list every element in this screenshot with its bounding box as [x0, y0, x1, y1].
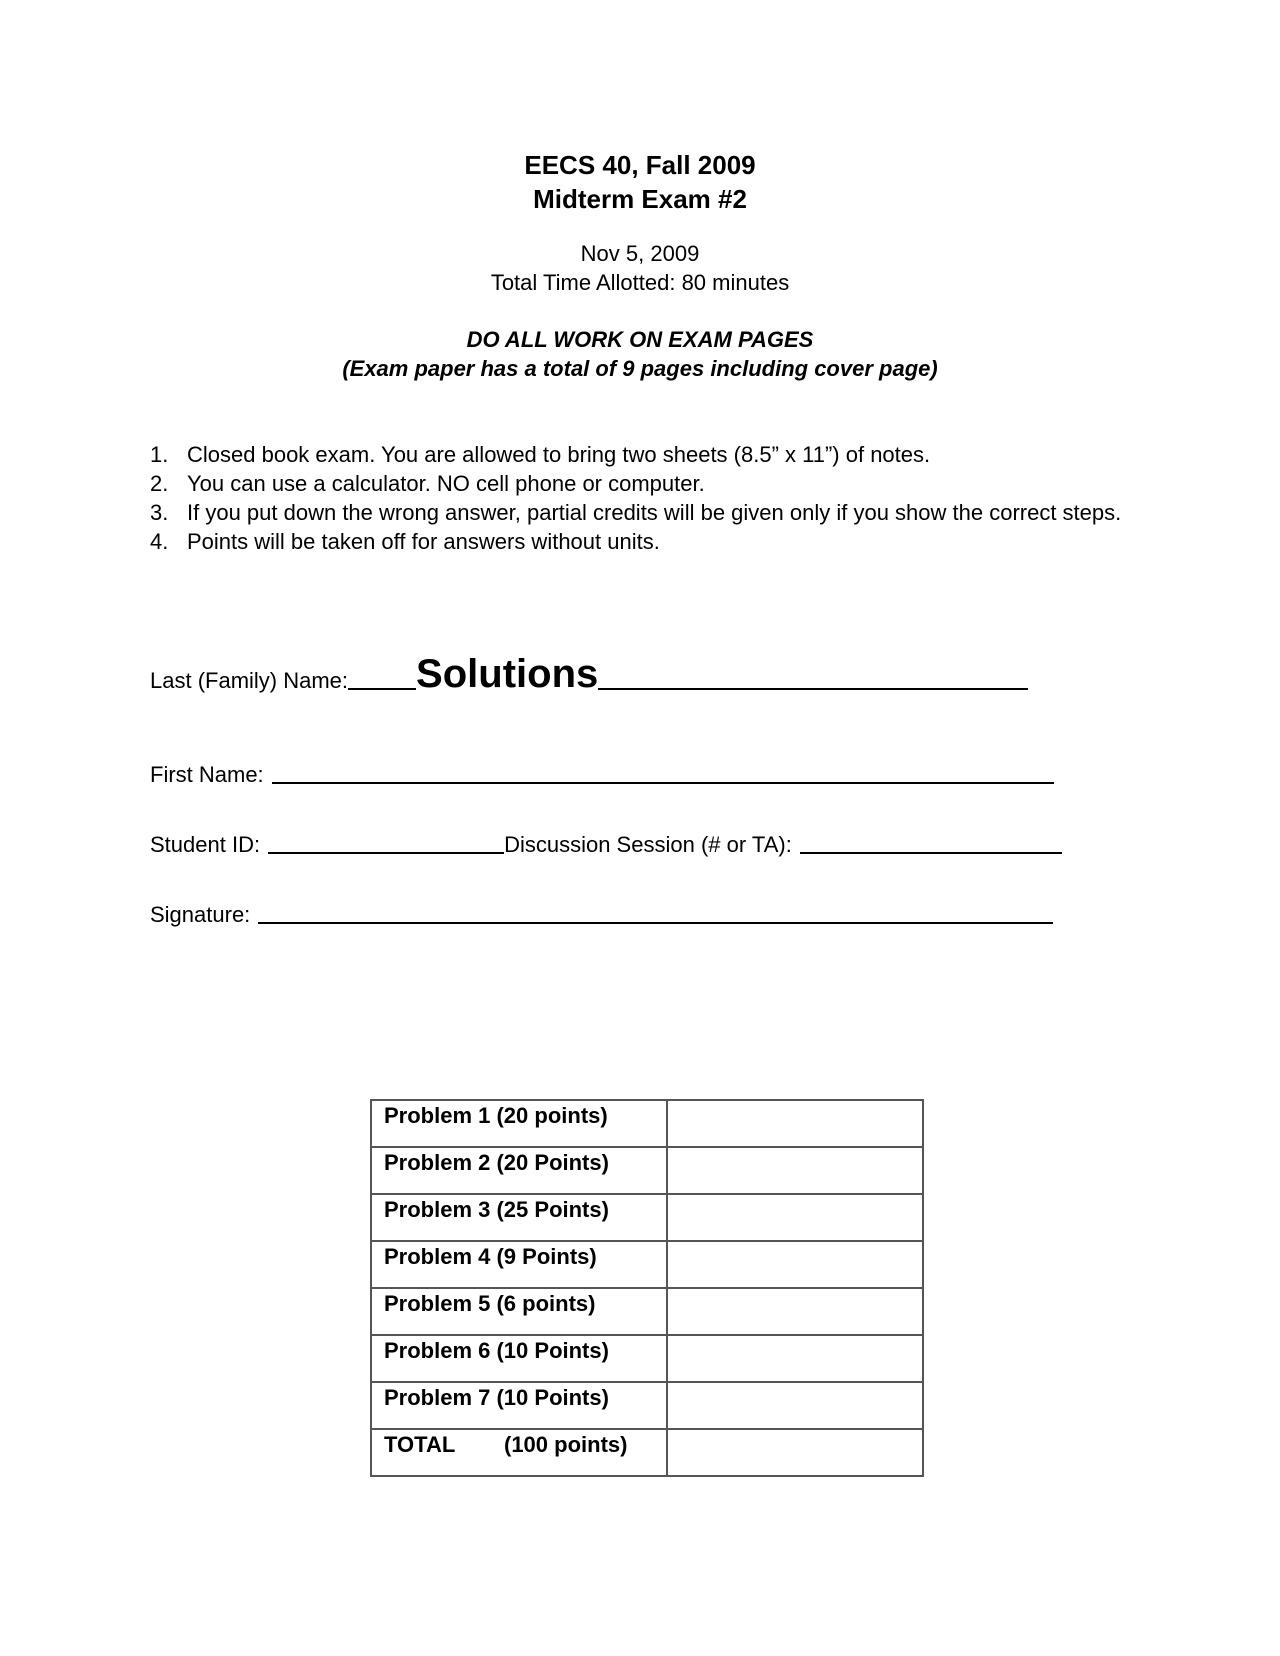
- instruction-item: [150, 527, 1130, 556]
- table-row: [371, 1382, 923, 1429]
- first-name-line[interactable]: [272, 782, 1054, 784]
- student-id-label: Student ID:: [150, 832, 261, 857]
- table-row: [371, 1194, 923, 1241]
- score-cell[interactable]: [667, 1382, 923, 1429]
- problem-label: Problem 6 (10 Points): [371, 1335, 667, 1382]
- exam-title: Midterm Exam #2: [533, 184, 747, 214]
- first-name-field: [150, 762, 1054, 788]
- total-row: [371, 1429, 923, 1476]
- student-id-line[interactable]: [268, 852, 504, 854]
- table-row: [371, 1100, 923, 1147]
- instruction-item: [150, 469, 1130, 498]
- total-label-cell: [371, 1429, 667, 1476]
- total-score-cell[interactable]: [667, 1429, 923, 1476]
- instruction-text: Closed book exam. You are allowed to bring two sheets (8.5” x 11”) of notes.: [187, 442, 931, 467]
- score-cell[interactable]: [667, 1147, 923, 1194]
- discussion-label: Discussion Session (# or TA):: [504, 832, 792, 857]
- instruction-text: Points will be taken off for answers without units.: [187, 529, 660, 554]
- score-cell[interactable]: [667, 1241, 923, 1288]
- last-name-label: Last (Family) Name:: [150, 668, 349, 693]
- score-table: [370, 1099, 924, 1477]
- table-row: [371, 1335, 923, 1382]
- table-row: [371, 1288, 923, 1335]
- total-word: TOTAL: [384, 1432, 456, 1457]
- problem-label: Problem 1 (20 points): [371, 1100, 667, 1147]
- last-name-value: Solutions: [416, 652, 599, 696]
- score-cell[interactable]: [667, 1335, 923, 1382]
- discussion-line[interactable]: [800, 852, 1062, 854]
- signature-line[interactable]: [258, 922, 1053, 924]
- work-notice: DO ALL WORK ON EXAM PAGES: [466, 327, 814, 352]
- score-cell[interactable]: [667, 1194, 923, 1241]
- instruction-text: You can use a calculator. NO cell phone or computer.: [187, 471, 705, 496]
- instruction-number: 3.: [150, 500, 169, 525]
- instruction-number: 1.: [150, 442, 169, 467]
- score-cell[interactable]: [667, 1100, 923, 1147]
- instruction-item: [150, 440, 1130, 469]
- student-id-field: [150, 832, 1062, 858]
- problem-label: Problem 3 (25 Points): [371, 1194, 667, 1241]
- problem-label: Problem 4 (9 Points): [371, 1241, 667, 1288]
- total-points: (100 points): [504, 1432, 628, 1457]
- table-row: [371, 1147, 923, 1194]
- page-count-notice: (Exam paper has a total of 9 pages including cover page): [342, 356, 938, 381]
- exam-date: Nov 5, 2009: [580, 241, 700, 266]
- last-name-line-right[interactable]: [598, 688, 1028, 690]
- problem-label: Problem 2 (20 Points): [371, 1147, 667, 1194]
- problem-label: Problem 7 (10 Points): [371, 1382, 667, 1429]
- instruction-text: If you put down the wrong answer, partial credits will be given only if you show the correct steps.: [187, 500, 1122, 525]
- instruction-item: [150, 498, 1130, 527]
- table-row: [371, 1241, 923, 1288]
- instruction-number: 2.: [150, 471, 169, 496]
- course-title: EECS 40, Fall 2009: [524, 150, 756, 180]
- instruction-number: 4.: [150, 529, 169, 554]
- instructions-list: [150, 440, 1130, 556]
- first-name-label: First Name:: [150, 762, 264, 787]
- time-allotted: Total Time Allotted: 80 minutes: [490, 270, 790, 295]
- score-cell[interactable]: [667, 1288, 923, 1335]
- last-name-line-left[interactable]: [348, 688, 416, 690]
- last-name-field: [150, 652, 1028, 694]
- signature-field: [150, 902, 1053, 928]
- signature-label: Signature:: [150, 902, 251, 927]
- problem-label: Problem 5 (6 points): [371, 1288, 667, 1335]
